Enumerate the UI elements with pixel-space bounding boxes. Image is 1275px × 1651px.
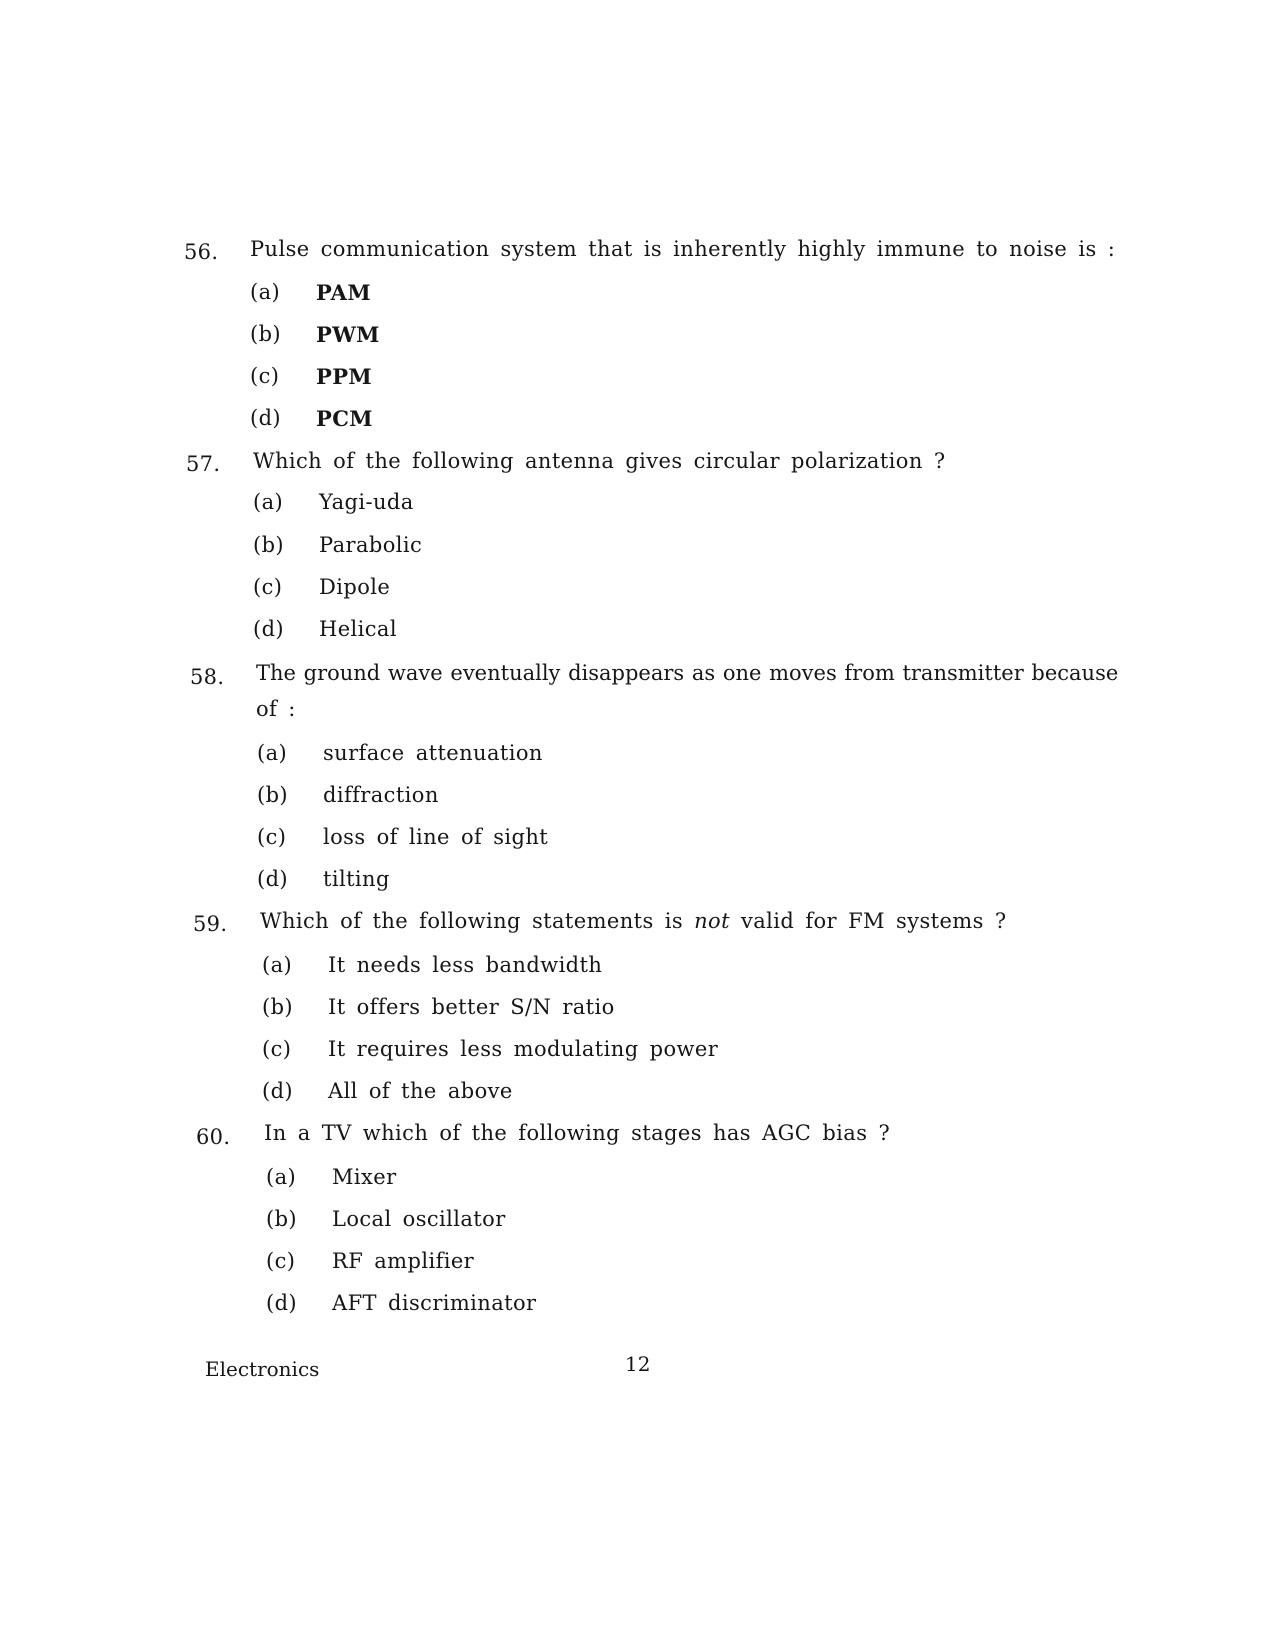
question-text-line2: of : bbox=[256, 697, 296, 721]
question-text-after: valid for FM systems ? bbox=[741, 909, 1007, 933]
question-number: 56. bbox=[184, 240, 219, 264]
option-text: It needs less bandwidth bbox=[328, 953, 603, 977]
question-text-line1: The ground wave eventually disappears as one moves from transmitter because bbox=[256, 661, 1119, 685]
option-text: Helical bbox=[319, 617, 397, 641]
option-label: (a) bbox=[262, 953, 293, 977]
page-number: 12 bbox=[625, 1352, 651, 1376]
option-label: (c) bbox=[250, 364, 280, 388]
option-label: (b) bbox=[262, 995, 294, 1019]
option-label: (a) bbox=[253, 490, 284, 514]
option-text: Parabolic bbox=[319, 533, 423, 557]
footer-subject: Electronics bbox=[205, 1357, 320, 1381]
option-text: tilting bbox=[323, 867, 390, 891]
option-text: diffraction bbox=[323, 783, 439, 807]
option-text: Mixer bbox=[332, 1165, 397, 1189]
question-number: 59. bbox=[193, 912, 228, 936]
question-text: In a TV which of the following stages has AGC bias ? bbox=[264, 1121, 891, 1145]
option-label: (c) bbox=[266, 1249, 296, 1273]
option-label: (d) bbox=[262, 1079, 294, 1103]
option-text: PWM bbox=[316, 322, 380, 347]
option-text: PAM bbox=[316, 280, 372, 305]
option-label: (b) bbox=[250, 322, 282, 346]
option-label: (d) bbox=[250, 406, 282, 430]
option-label: (b) bbox=[266, 1207, 298, 1231]
option-label: (b) bbox=[253, 533, 285, 557]
question-number: 57. bbox=[186, 452, 221, 476]
option-text: RF amplifier bbox=[332, 1249, 475, 1273]
option-text: It offers better S/N ratio bbox=[328, 995, 615, 1019]
option-label: (d) bbox=[253, 617, 285, 641]
question-text bbox=[260, 904, 1007, 939]
question-text: Which of the following antenna gives circular polarization ? bbox=[253, 449, 946, 473]
option-text: All of the above bbox=[328, 1079, 513, 1103]
option-text: AFT discriminator bbox=[332, 1291, 537, 1315]
option-label: (a) bbox=[266, 1165, 297, 1189]
option-label: (d) bbox=[257, 867, 289, 891]
option-text: PCM bbox=[316, 406, 373, 431]
option-label: (a) bbox=[250, 280, 281, 304]
question-number: 58. bbox=[190, 665, 225, 689]
option-text: It requires less modulating power bbox=[328, 1037, 719, 1061]
option-label: (c) bbox=[257, 825, 287, 849]
option-text: loss of line of sight bbox=[323, 825, 549, 849]
option-label: (b) bbox=[257, 783, 289, 807]
question-text: Pulse communication system that is inherently highly immune to noise is : bbox=[250, 237, 1116, 261]
option-text: Local oscillator bbox=[332, 1207, 506, 1231]
option-text: Dipole bbox=[319, 575, 391, 599]
option-label: (a) bbox=[257, 741, 288, 765]
question-text-emphasis: not bbox=[694, 909, 730, 933]
option-label: (c) bbox=[262, 1037, 292, 1061]
question-number: 60. bbox=[196, 1125, 231, 1149]
option-text: Yagi-uda bbox=[319, 490, 414, 514]
option-text: PPM bbox=[316, 364, 373, 389]
option-label: (d) bbox=[266, 1291, 298, 1315]
question-text-before: Which of the following statements is bbox=[260, 909, 684, 933]
option-text: surface attenuation bbox=[323, 741, 543, 765]
option-label: (c) bbox=[253, 575, 283, 599]
